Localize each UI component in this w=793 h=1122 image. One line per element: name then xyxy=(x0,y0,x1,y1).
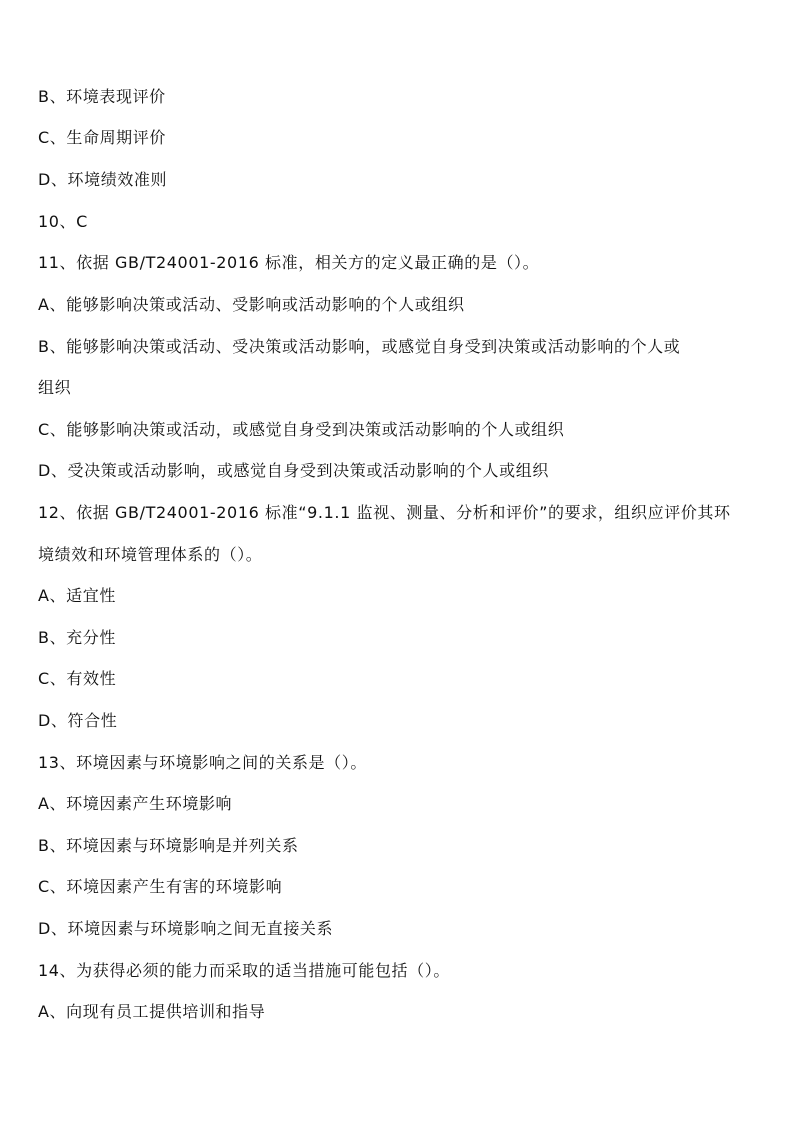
answer-q10: 10、C xyxy=(38,212,88,231)
option-d-q9: D、环境绩效准则 xyxy=(38,170,168,189)
option-d-q13: D、环境因素与环境影响之间无直接关系 xyxy=(38,919,334,938)
question-12-cont: 境绩效和环境管理体系的（）。 xyxy=(38,545,263,564)
option-b-q13: B、环境因素与环境影响是并列关系 xyxy=(38,836,299,855)
option-b-q9: B、环境表现评价 xyxy=(38,87,166,106)
option-c-q11: C、能够影响决策或活动，或感觉自身受到决策或活动影响的个人或组织 xyxy=(38,420,565,439)
option-a-q13: A、环境因素产生环境影响 xyxy=(38,794,233,813)
question-14: 14、为获得必须的能力而采取的适当措施可能包括（）。 xyxy=(38,961,450,980)
option-c-q9: C、生命周期评价 xyxy=(38,128,166,147)
option-a-q12: A、适宜性 xyxy=(38,586,116,605)
question-11: 11、依据 GB/T24001-2016 标准，相关方的定义最正确的是（）。 xyxy=(38,253,540,272)
option-c-q13: C、环境因素产生有害的环境影响 xyxy=(38,877,283,896)
option-a-q11: A、能够影响决策或活动、受影响或活动影响的个人或组织 xyxy=(38,295,465,314)
option-a-q14: A、向现有员工提供培训和指导 xyxy=(38,1002,266,1021)
option-d-q12: D、符合性 xyxy=(38,711,118,730)
option-c-q12: C、有效性 xyxy=(38,669,117,688)
option-b-q11-cont: 组织 xyxy=(38,378,72,397)
option-b-q12: B、充分性 xyxy=(38,628,116,647)
option-d-q11: D、受决策或活动影响，或感觉自身受到决策或活动影响的个人或组织 xyxy=(38,461,549,480)
question-12: 12、依据 GB/T24001-2016 标准“9.1.1 监视、测量、分析和评价”的要求，组织应评价其环 xyxy=(38,503,731,522)
option-b-q11: B、能够影响决策或活动、受决策或活动影响，或感觉自身受到决策或活动影响的个人或 xyxy=(38,337,681,356)
question-13: 13、环境因素与环境影响之间的关系是（）。 xyxy=(38,753,367,772)
